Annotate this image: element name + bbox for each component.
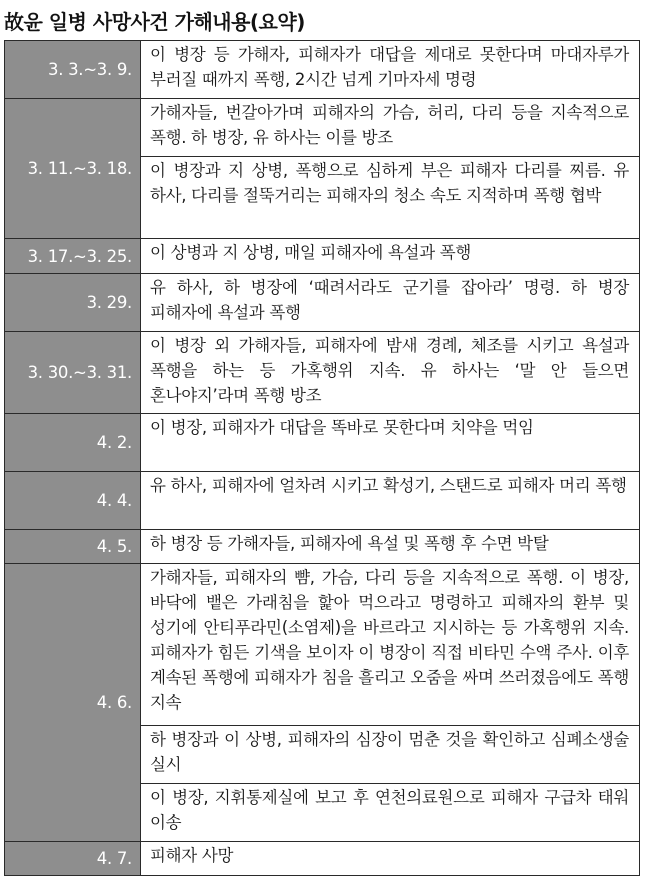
date-cell: 3. 17.~3. 25. <box>5 239 141 274</box>
event-cell: 유 하사, 하 병장에 ‘때려서라도 군기를 잡아라’ 명령. 하 병장 피해자에 욕설과 폭행 <box>141 274 640 332</box>
event-cell: 이 병장과 지 상병, 폭행으로 심하게 부은 피해자 다리를 찌름. 유 하사, 다리를 절뚝거리는 피해자의 청소 속도 지적하며 폭행 협박 <box>141 157 640 239</box>
timeline-row <box>5 564 640 726</box>
event-cell: 가해자들, 번갈아가며 피해자의 가슴, 허리, 다리 등을 지속적으로 폭행. 하 병장, 유 하사는 이를 방조 <box>141 99 640 157</box>
event-cell: 피해자 사망 <box>141 842 640 876</box>
date-cell: 3. 11.~3. 18. <box>5 99 141 239</box>
date-cell: 4. 7. <box>5 842 141 876</box>
timeline-row <box>5 99 640 157</box>
event-cell: 이 병장 등 가해자, 피해자가 대답을 제대로 못한다며 마대자루가 부러질 때까지 폭행, 2시간 넘게 기마자세 명령 <box>141 41 640 99</box>
date-cell: 4. 2. <box>5 414 141 472</box>
event-cell: 이 병장, 피해자가 대답을 똑바로 못한다며 치약을 먹임 <box>141 414 640 472</box>
event-cell: 이 상병과 지 상병, 매일 피해자에 욕설과 폭행 <box>141 239 640 274</box>
date-cell: 4. 4. <box>5 472 141 530</box>
document-title: 故윤 일병 사망사건 가해내용(요약) <box>4 10 305 34</box>
incident-timeline-table <box>4 40 640 876</box>
date-cell: 3. 30.~3. 31. <box>5 332 141 414</box>
date-cell: 4. 6. <box>5 564 141 842</box>
event-cell: 가해자들, 피해자의 뺨, 가슴, 다리 등을 지속적으로 폭행. 이 병장, 바닥에 뱉은 가래침을 핥아 먹으라고 명령하고 피해자의 환부 및 성기에 안티푸라민(소염제)을 바르라고 지시하는 등 가혹행위 지속. 피해자가 힘든 기색을 보이자 이 병장이 직접 비타민 수액 주사. 이후 계속된 폭행에 피해자가 침을 흘리고 오줌을 싸며 쓰러졌음에도 폭행 지속 <box>141 564 640 726</box>
timeline-row <box>5 472 640 530</box>
event-cell: 유 하사, 피해자에 얼차려 시키고 확성기, 스탠드로 피해자 머리 폭행 <box>141 472 640 530</box>
timeline-row <box>5 332 640 414</box>
timeline-row <box>5 842 640 876</box>
date-cell: 4. 5. <box>5 530 141 564</box>
timeline-row <box>5 239 640 274</box>
event-cell: 이 병장, 지휘통제실에 보고 후 연천의료원으로 피해자 구급차 태워 이송 <box>141 784 640 842</box>
event-cell: 이 병장 외 가해자들, 피해자에 밤새 경례, 체조를 시키고 욕설과 폭행을 하는 등 가혹행위 지속. 유 하사는 ‘말 안 들으면 혼나야지’라며 폭행 방조 <box>141 332 640 414</box>
timeline-row <box>5 274 640 332</box>
event-cell: 하 병장 등 가해자들, 피해자에 욕설 및 폭행 후 수면 박탈 <box>141 530 640 564</box>
date-cell: 3. 29. <box>5 274 141 332</box>
event-cell: 하 병장과 이 상병, 피해자의 심장이 멈춘 것을 확인하고 심폐소생술 실시 <box>141 726 640 784</box>
timeline-row <box>5 41 640 99</box>
timeline-row <box>5 530 640 564</box>
timeline-row <box>5 414 640 472</box>
date-cell: 3. 3.~3. 9. <box>5 41 141 99</box>
